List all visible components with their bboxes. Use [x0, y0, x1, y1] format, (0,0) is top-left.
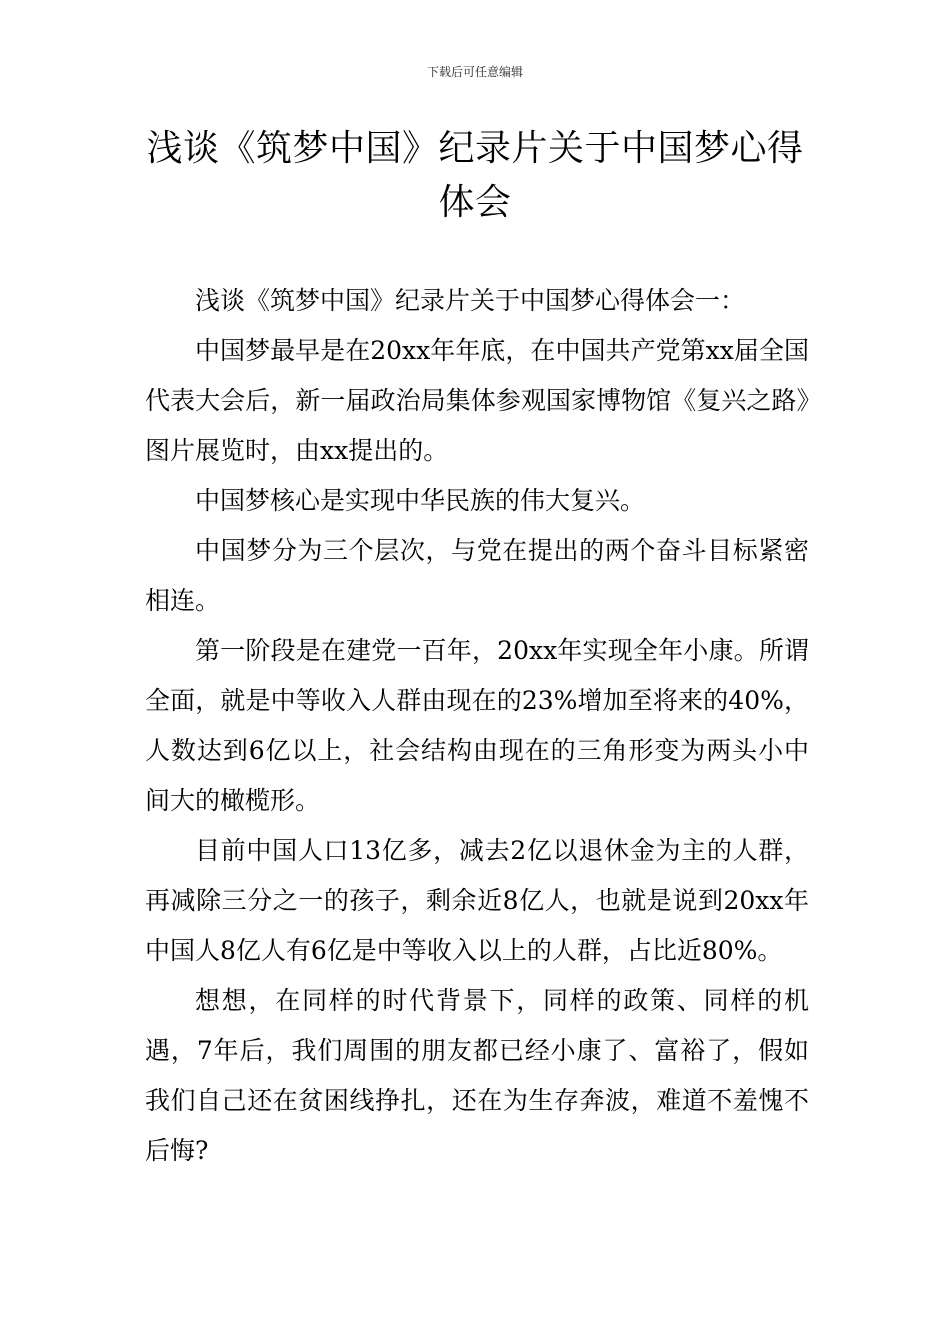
title-line-1: 浅谈《筑梦中国》纪录片关于中国梦心得 — [146, 128, 804, 169]
paragraph-1: 浅谈《筑梦中国》纪录片关于中国梦心得体会一： — [195, 286, 746, 315]
paragraph-4: 中国梦分为三个层次，与党在提出的两个奋斗目标紧密相连。 — [145, 536, 809, 615]
document-body — [145, 276, 809, 1176]
paragraph-5: 第一阶段是在建党一百年，20xx年实现全年小康。所谓全面，就是中等收入人群由现在的23%增加至将来的40%，人数达到6亿以上，社会结构由现在的三角形变为两头小中间大的橄榄形。 — [145, 636, 809, 815]
paragraph-3: 中国梦核心是实现中华民族的伟大复兴。 — [195, 486, 646, 515]
paragraph-2: 中国梦最早是在20xx年年底，在中国共产党第xx届全国代表大会后，新一届政治局集体参观国家博物馆《复兴之路》图片展览时，由xx提出的。 — [145, 336, 809, 465]
header-note: 下载后可任意编辑 — [426, 65, 523, 79]
paragraph-7: 想想，在同样的时代背景下，同样的政策、同样的机遇，7年后，我们周围的朋友都已经小康了、富裕了，假如我们自己还在贫困线挣扎，还在为生存奔波，难道不羞愧不后悔? — [145, 986, 809, 1165]
title-line-2: 体会 — [438, 182, 512, 223]
paragraph-6: 目前中国人口13亿多，减去2亿以退休金为主的人群，再减除三分之一的孩子，剩余近8亿人，也就是说到20xx年中国人8亿人有6亿是中等收入以上的人群，占比近80%。 — [145, 836, 809, 965]
document-title — [145, 122, 805, 230]
